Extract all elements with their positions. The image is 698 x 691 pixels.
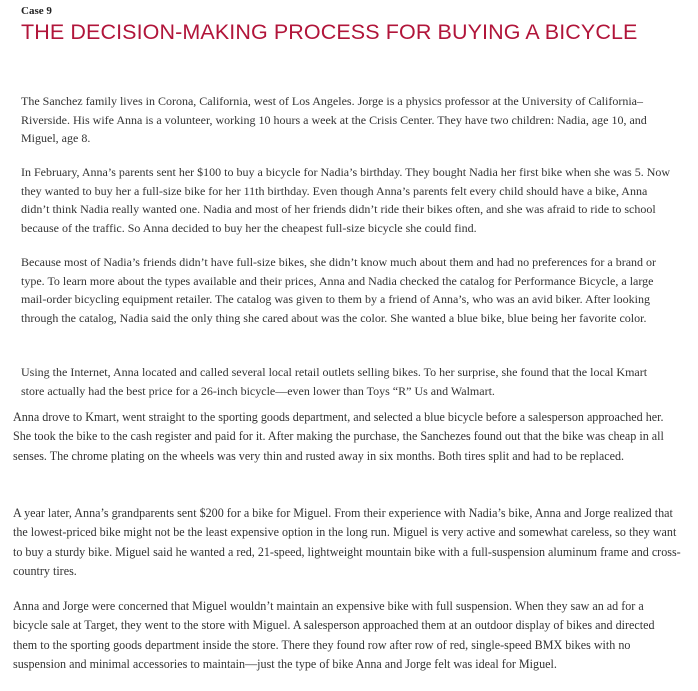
paragraph-miguel-bike: A year later, Anna’s grandparents sent $200 for a bike for Miguel. From their experience with Nadia’s bike, Anna and Jorge realized that the lowest-priced bike might not be the least expensive option in the long run. Miguel is very active and somewhat careless, so they want to buy a sturdy bike. Miguel said he wanted a red, 21-speed, lightweight mountain bike with a full-suspension aluminum frame and cross-country tires.: [13, 506, 681, 578]
page-title: THE DECISION-MAKING PROCESS FOR BUYING A BICYCLE: [21, 20, 638, 44]
paragraph-catalog-research: Because most of Nadia’s friends didn’t have full-size bikes, she didn’t know much about them and had no preferences for a brand or type. To learn more about the types available and their prices, Anna and Nadia checked the catalog for Performance Bicycle, a large mail-order bicycling equipment retailer. The catalog was given to them by a friend of Anna’s, who was an avid biker. After looking through the catalog, Nadia said the only thing she cared about was the color. She wanted a blue bike, blue being her favorite color.: [21, 255, 657, 325]
paragraph-target-visit: Anna and Jorge were concerned that Miguel wouldn’t maintain an expensive bike with full suspension. When they saw an ad for a bicycle sale at Target, they went to the store with Miguel. A salesperson approached them at an outdoor display of bikes and directed them to the sporting goods department inside the store. There they found row after row of red, single-speed BMX bikes with no suspension and minimal accessories to maintain—just the type of bike Anna and Jorge felt was ideal for Miguel.: [13, 599, 655, 671]
paragraph-nadia-bike-gift: In February, Anna’s parents sent her $100 to buy a bicycle for Nadia’s birthday. They bought Nadia her first bike when she was 5. Now they wanted to buy her a full-size bike for her 11th birthday. Even though Anna’s parents felt every child should have a bike, Anna didn’t think Nadia really wanted one. Nadia and most of her friends didn’t ride their bikes often, and she was afraid to ride to school because of the traffic. So Anna decided to buy her the cheapest full-size bicycle she could find.: [21, 165, 671, 235]
paragraph-family-intro: The Sanchez family lives in Corona, California, west of Los Angeles. Jorge is a physics professor at the University of California–Riverside. His wife Anna is a volunteer, working 10 hours a week at the Crisis Center. They have two children: Nadia, age 10, and Miguel, age 8.: [21, 94, 647, 146]
paragraph-kmart-purchase: Anna drove to Kmart, went straight to the sporting goods department, and selected a blue bicycle before a salesperson approached her. She took the bike to the cash register and paid for it. After making the purchase, the Sanchezes found out that the bike was cheap in all senses. The chrome plating on the wheels was very thin and rusted away in six months. Both tires split and had to be replaced.: [13, 410, 664, 463]
paragraph-internet-search: Using the Internet, Anna located and called several local retail outlets selling bikes. To her surprise, she found that the local Kmart store actually had the best price for a 26-inch bicycle—even lower than Toys “R” Us and Walmart.: [21, 365, 648, 398]
case-label: Case 9: [21, 5, 52, 17]
